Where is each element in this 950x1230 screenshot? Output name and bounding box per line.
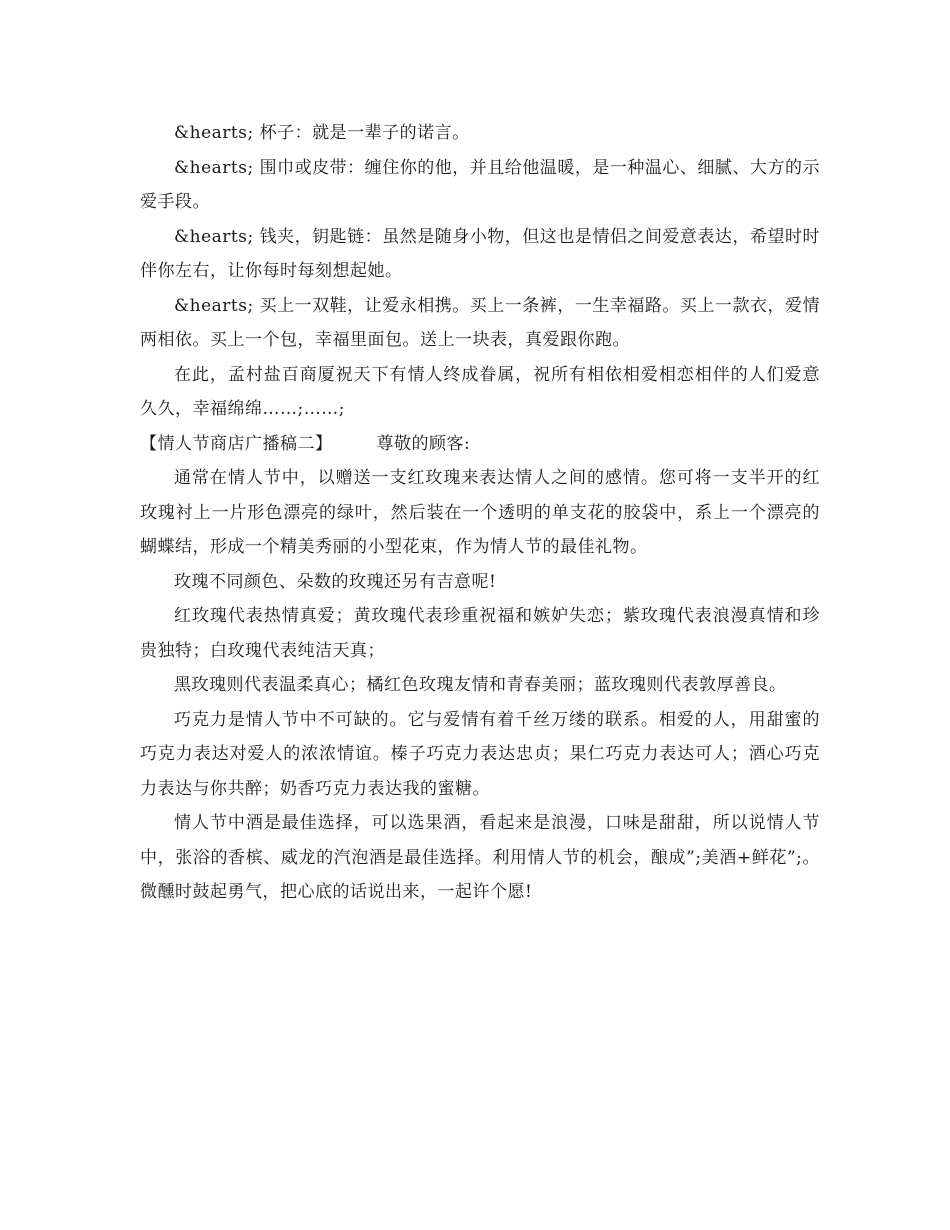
paragraph-wallet-keychain: &hearts; 钱夹，钥匙链：虽然是随身小物，但这也是情侣之间爱意表达，希望时时伴你左右，让你每时每刻想起她。 <box>140 226 820 281</box>
paragraph-red-rose: 通常在情人节中，以赠送一支红玫瑰来表达情人之间的感情。您可将一支半开的红玫瑰衬上一片形色漂亮的绿叶，然后装在一个透明的单支花的胶袋中，系上一个漂亮的蝴蝶结，形成一个精美秀丽的小型花束，作为情人节的最佳礼物。 <box>140 468 820 557</box>
paragraph-scarf-belt: &hearts; 围巾或皮带：缠住你的他，并且给他温暖，是一种温心、细腻、大方的示爱手段。 <box>140 157 820 212</box>
paragraph-wine: 情人节中酒是最佳选择，可以选果酒，看起来是浪漫，口味是甜甜，所以说情人节中，张浴的香槟、威龙的汽泡酒是最佳选择。利用情人节的机会，酿成”;美酒+鲜花”;。微醺时鼓起勇气，把心底的话说出来，一起许个愿! <box>140 813 820 902</box>
broadcast-heading <box>140 427 820 462</box>
paragraph-chocolate: 巧克力是情人节中不可缺的。它与爱情有着千丝万缕的联系。相爱的人，用甜蜜的巧克力表达对爱人的浓浓情谊。榛子巧克力表达忠贞；果仁巧克力表达可人；酒心巧克力表达与你共醉；奶香巧克力表达我的蜜糖。 <box>140 709 820 799</box>
paragraph-store-blessing: 在此，孟村盐百商厦祝天下有情人终成眷属，祝所有相依相爱相恋相伴的人们爱意久久，幸福绵绵……;……; <box>140 364 820 419</box>
paragraph-rose-colors-2: 黑玫瑰则代表温柔真心；橘红色玫瑰友情和青春美丽；蓝玫瑰则代表敦厚善良。 <box>174 675 787 695</box>
document-body <box>140 116 820 910</box>
paragraph-rose-meaning-intro: 玫瑰不同颜色、朵数的玫瑰还另有吉意呢! <box>174 571 497 592</box>
broadcast-title: 【情人节商店广播稿二】 <box>140 433 333 454</box>
paragraph-cup: &hearts; 杯子：就是一辈子的诺言。 <box>174 123 470 143</box>
paragraph-rose-colors-1: 红玫瑰代表热情真爱；黄玫瑰代表珍重祝福和嫉妒失恋；紫玫瑰代表浪漫真情和珍贵独特；白玫瑰代表纯洁天真； <box>140 606 820 661</box>
paragraph-gift-rhymes: &hearts; 买上一双鞋，让爱永相携。买上一条裤，一生幸福路。买上一款衣，爱情两相依。买上一个包，幸福里面包。送上一块表，真爱跟你跑。 <box>140 295 820 350</box>
broadcast-greeting: 尊敬的顾客: <box>376 433 471 454</box>
